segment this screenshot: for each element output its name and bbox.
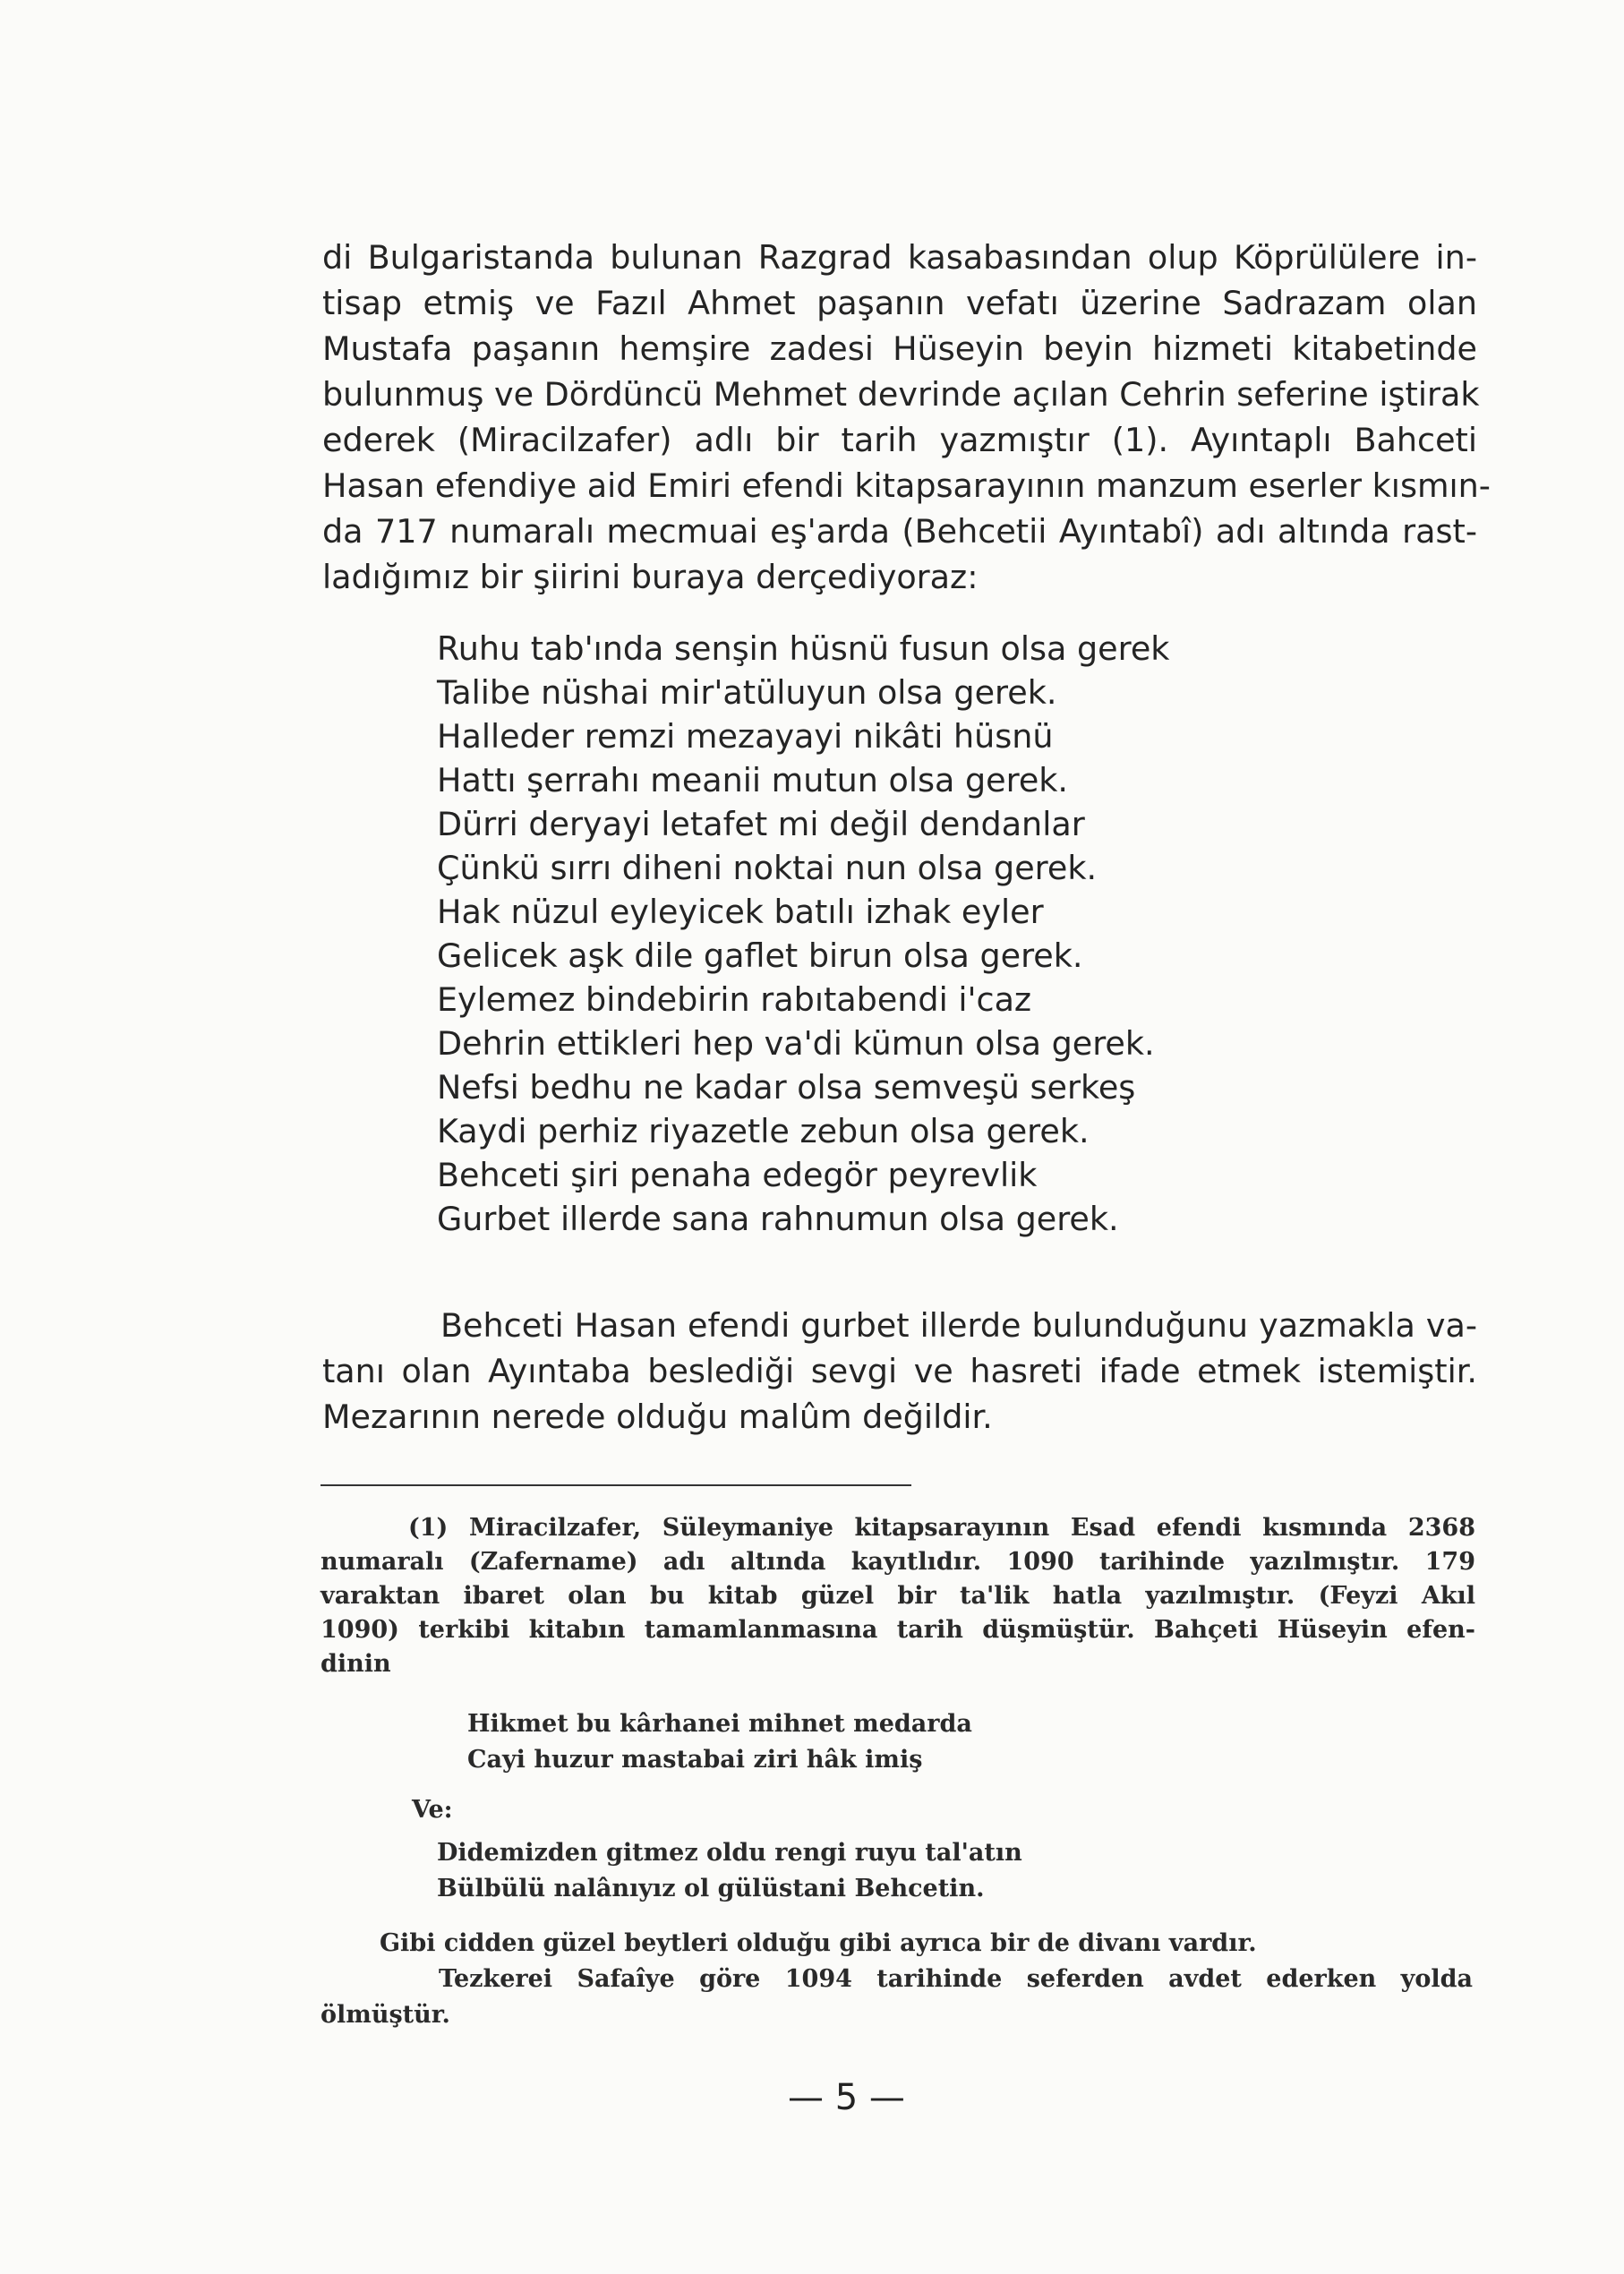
- poem-line: Ruhu tab'ında senşin hüsnü fusun olsa gerek: [437, 629, 1170, 668]
- poem-line: Halleder remzi mezayayi nikâti hüsnü: [437, 717, 1054, 756]
- text-line: Mezarının nerede olduğu malûm değildir.: [322, 1398, 993, 1436]
- footnote: [321, 1511, 1475, 1681]
- verse-line: Didemizden gitmez oldu rengi ruyu tal'atın: [437, 1839, 1022, 1867]
- verse-line: Cayi huzur mastabai ziri hâk imiş: [467, 1746, 923, 1774]
- poem-line: Kaydi perhiz riyazetle zebun olsa gerek.: [437, 1112, 1090, 1150]
- poem-line: Gurbet illerde sana rahnumun olsa gerek.: [437, 1200, 1119, 1238]
- footnote-verse: [437, 1835, 1022, 1907]
- page-number: — 5 —: [788, 2077, 905, 2118]
- text-line: tanı olan Ayıntaba beslediği sevgi ve hasreti ifade etmek istemiştir.: [322, 1352, 1477, 1390]
- footnote-line: dinin: [321, 1650, 391, 1678]
- poem-line: Talibe nüshai mir'atüluyun olsa gerek.: [437, 673, 1057, 712]
- footnote-line: ölmüştür.: [321, 2001, 450, 2029]
- text-line: ederek (Miracilzafer) adlı bir tarih yazmıştır (1). Ayıntaplı Bahceti: [322, 421, 1477, 459]
- poem-line: Nefsi bedhu ne kadar olsa semveşü serkeş: [437, 1068, 1136, 1107]
- footnote-line: numaralı (Zafername) adı altında kayıtlıdır. 1090 tarihinde yazılmıştır. 179: [321, 1548, 1475, 1576]
- poem-line: Eylemez bindebirin rabıtabendi i'caz: [437, 980, 1032, 1019]
- text-line: Behceti Hasan efendi gurbet illerde bulunduğunu yazmakla va-: [440, 1306, 1477, 1345]
- footnote-line: 1090) terkibi kitabın tamamlanmasına tarih düşmüştür. Bahçeti Hüseyin efen-: [321, 1616, 1475, 1644]
- footnote-line: (1) Miracilzafer, Süleymaniye kitapsarayının Esad efendi kısmında 2368: [408, 1514, 1475, 1542]
- text-line: di Bulgaristanda bulunan Razgrad kasabasından olup Köprülülere in-: [322, 238, 1477, 277]
- main-paragraph: [322, 235, 1491, 600]
- footnote-ve-label: Ve:: [412, 1796, 453, 1824]
- poem: [437, 627, 1169, 1241]
- footnote-line: Tezkerei Safaîye göre 1094 tarihinde seferden avdet ederken yolda: [439, 1965, 1473, 1993]
- text-line: bulunmuş ve Dördüncü Mehmet devrinde açılan Cehrin seferine iştirak: [322, 375, 1480, 414]
- text-line: Hasan efendiye aid Emiri efendi kitapsarayının manzum eserler kısmın-: [322, 466, 1491, 505]
- closing-paragraph: [322, 1303, 1477, 1440]
- poem-line: Gelicek aşk dile gaflet birun olsa gerek.: [437, 936, 1083, 975]
- poem-line: Behceti şiri penaha edegör peyrevlik: [437, 1156, 1038, 1194]
- poem-line: Dürri deryayi letafet mi değil dendanlar: [437, 805, 1085, 843]
- poem-line: Hattı şerrahı meanii mutun olsa gerek.: [437, 761, 1069, 799]
- footnote-verse: [467, 1706, 972, 1778]
- footnote-line: varaktan ibaret olan bu kitab güzel bir ta'lik hatla yazılmıştır. (Feyzi Akıl: [321, 1582, 1475, 1610]
- text-line: ladığımız bir şiirini buraya derçediyoraz:: [322, 558, 979, 596]
- poem-line: Hak nüzul eyleyicek batılı izhak eyler: [437, 893, 1044, 931]
- footnote-line: Gibi cidden güzel beytleri olduğu gibi ayrıca bir de divanı vardır.: [380, 1929, 1257, 1957]
- text-line: da 717 numaralı mecmuai eş'arda (Behcetii Ayıntabî) adı altında rast-: [322, 512, 1477, 551]
- text-line: tisap etmiş ve Fazıl Ahmet paşanın vefatı üzerine Sadrazam olan: [322, 284, 1477, 322]
- footnote-rule: [321, 1484, 911, 1486]
- verse-line: Bülbülü nalânıyız ol gülüstani Behcetin.: [437, 1875, 985, 1902]
- verse-line: Hikmet bu kârhanei mihnet medarda: [467, 1710, 972, 1738]
- poem-line: Dehrin ettikleri hep va'di kümun olsa gerek.: [437, 1024, 1155, 1063]
- poem-line: Çünkü sırrı diheni noktai nun olsa gerek.: [437, 849, 1098, 887]
- text-line: Mustafa paşanın hemşire zadesi Hüseyin beyin hizmeti kitabetinde: [322, 329, 1477, 368]
